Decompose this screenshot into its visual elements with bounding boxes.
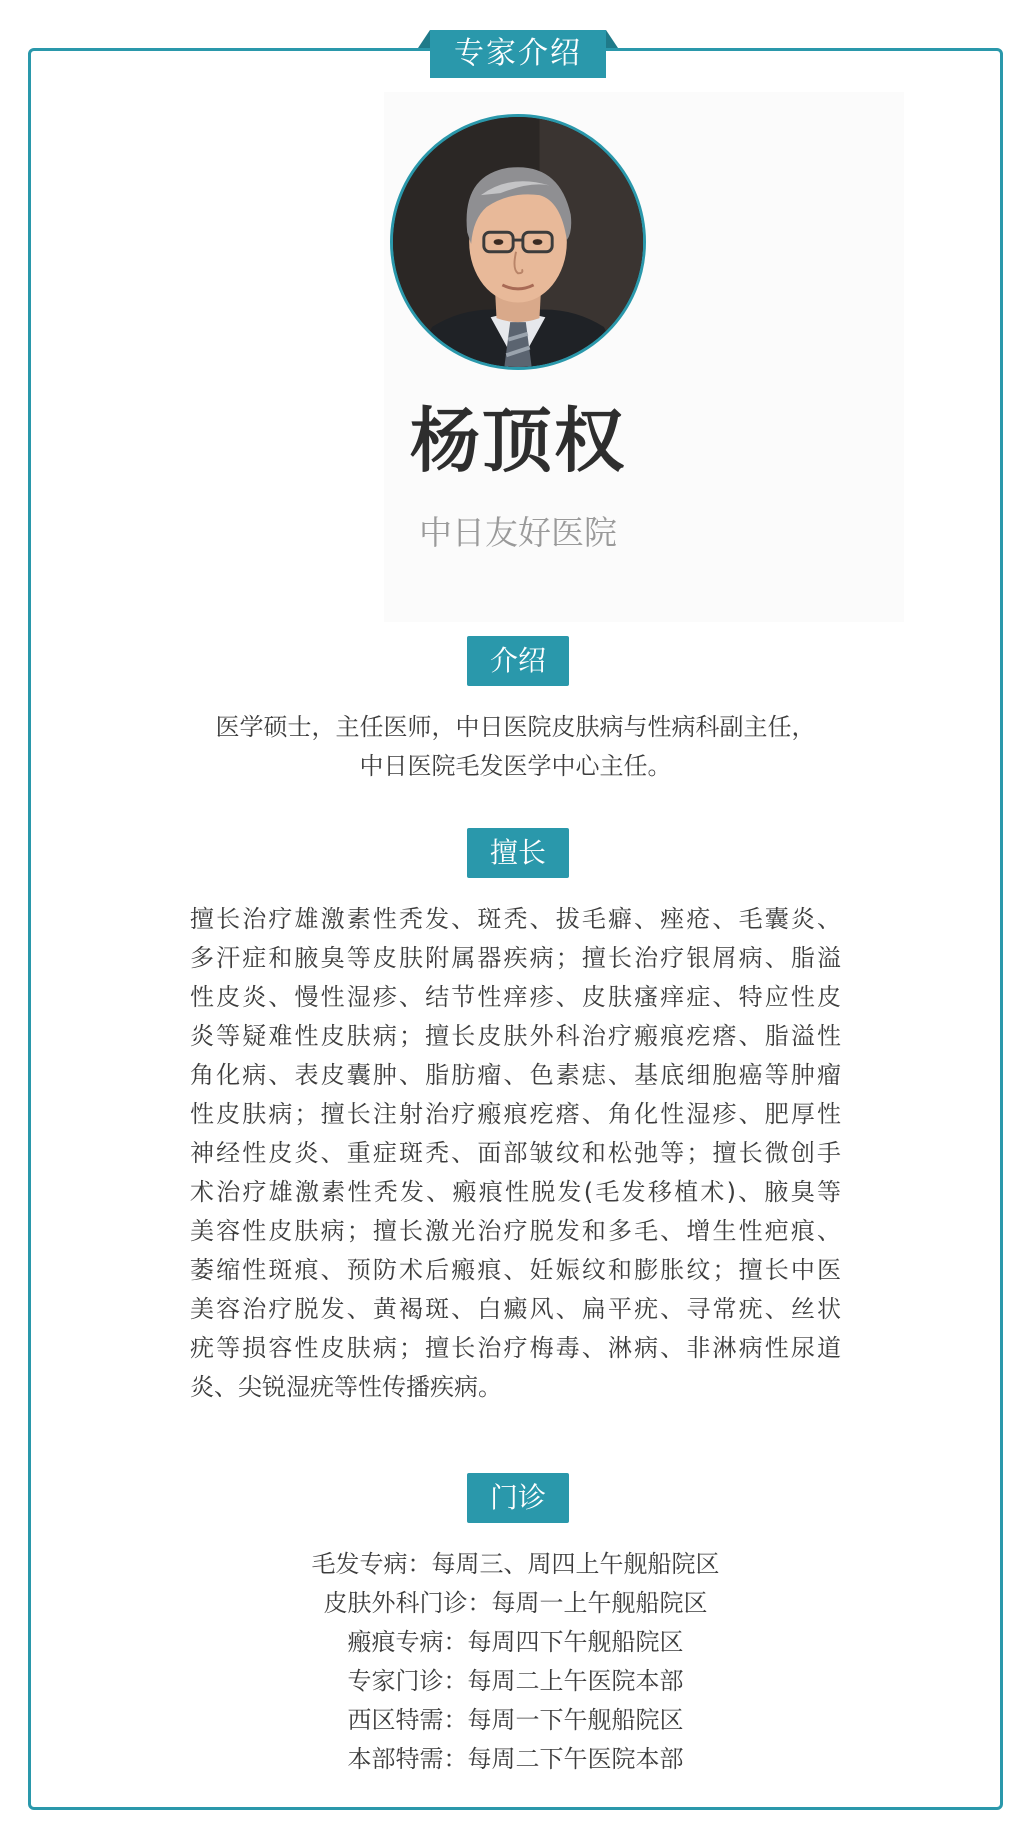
expertise-line: 美容性皮肤病；擅长激光治疗脱发和多毛、增生性疤痕、: [190, 1217, 841, 1245]
expert-hospital: 中日友好医院: [419, 513, 617, 552]
expertise-section-label: 擅长: [467, 828, 569, 878]
expertise-line: 多汗症和腋臭等皮肤附属器疾病；擅长治疗银屑病、脂溢: [190, 944, 841, 972]
expertise-line: 擅长治疗雄激素性秃发、斑秃、拔毛癖、痤疮、毛囊炎、: [190, 905, 841, 933]
expertise-line: 疣等损容性皮肤病；擅长治疗梅毒、淋病、非淋病性尿道: [190, 1334, 841, 1362]
expert-name: 杨顶权: [410, 399, 626, 482]
clinic-item: 西区特需：每周一下午舰船院区: [347, 1706, 684, 1734]
header-title: 专家介绍: [430, 30, 606, 78]
clinic-schedule: [190, 1545, 841, 1779]
expertise-line: 炎等疑难性皮肤病；擅长皮肤外科治疗瘢痕疙瘩、脂溢性: [190, 1022, 841, 1050]
clinic-item: 皮肤外科门诊：每周一上午舰船院区: [323, 1589, 708, 1617]
clinic-item: 本部特需：每周二下午医院本部: [347, 1745, 684, 1773]
expertise-text: [190, 900, 841, 1407]
expertise-line: 术治疗雄激素性秃发、瘢痕性脱发(毛发移植术)、腋臭等: [190, 1178, 841, 1206]
intro-line: 中日医院毛发医学中心主任。: [359, 752, 672, 780]
clinic-item: 瘢痕专病：每周四下午舰船院区: [347, 1628, 684, 1656]
clinic-item: 专家门诊：每周二上午医院本部: [347, 1667, 684, 1695]
expertise-line: 角化病、表皮囊肿、脂肪瘤、色素痣、基底细胞癌等肿瘤: [190, 1061, 841, 1089]
clinic-item: 毛发专病：每周三、周四上午舰船院区: [311, 1550, 720, 1578]
expertise-line: 萎缩性斑痕、预防术后瘢痕、妊娠纹和膨胀纹；擅长中医: [190, 1256, 841, 1284]
intro-text: [190, 708, 841, 786]
expertise-line: 炎、尖锐湿疣等性传播疾病。: [190, 1373, 502, 1401]
intro-section-label: 介绍: [467, 636, 569, 686]
portrait-image: [393, 117, 643, 367]
expertise-line: 性皮炎、慢性湿疹、结节性痒疹、皮肤瘙痒症、特应性皮: [190, 983, 841, 1011]
expertise-line: 性皮肤病；擅长注射治疗瘢痕疙瘩、角化性湿疹、肥厚性: [190, 1100, 841, 1128]
expert-portrait: [390, 114, 646, 370]
expertise-line: 美容治疗脱发、黄褐斑、白癜风、扁平疣、寻常疣、丝状: [190, 1295, 841, 1323]
intro-line: 医学硕士，主任医师，中日医院皮肤病与性病科副主任，: [215, 713, 816, 741]
clinic-section-label: 门诊: [467, 1473, 569, 1523]
expertise-line: 神经性皮炎、重症斑秃、面部皱纹和松弛等；擅长微创手: [190, 1139, 841, 1167]
